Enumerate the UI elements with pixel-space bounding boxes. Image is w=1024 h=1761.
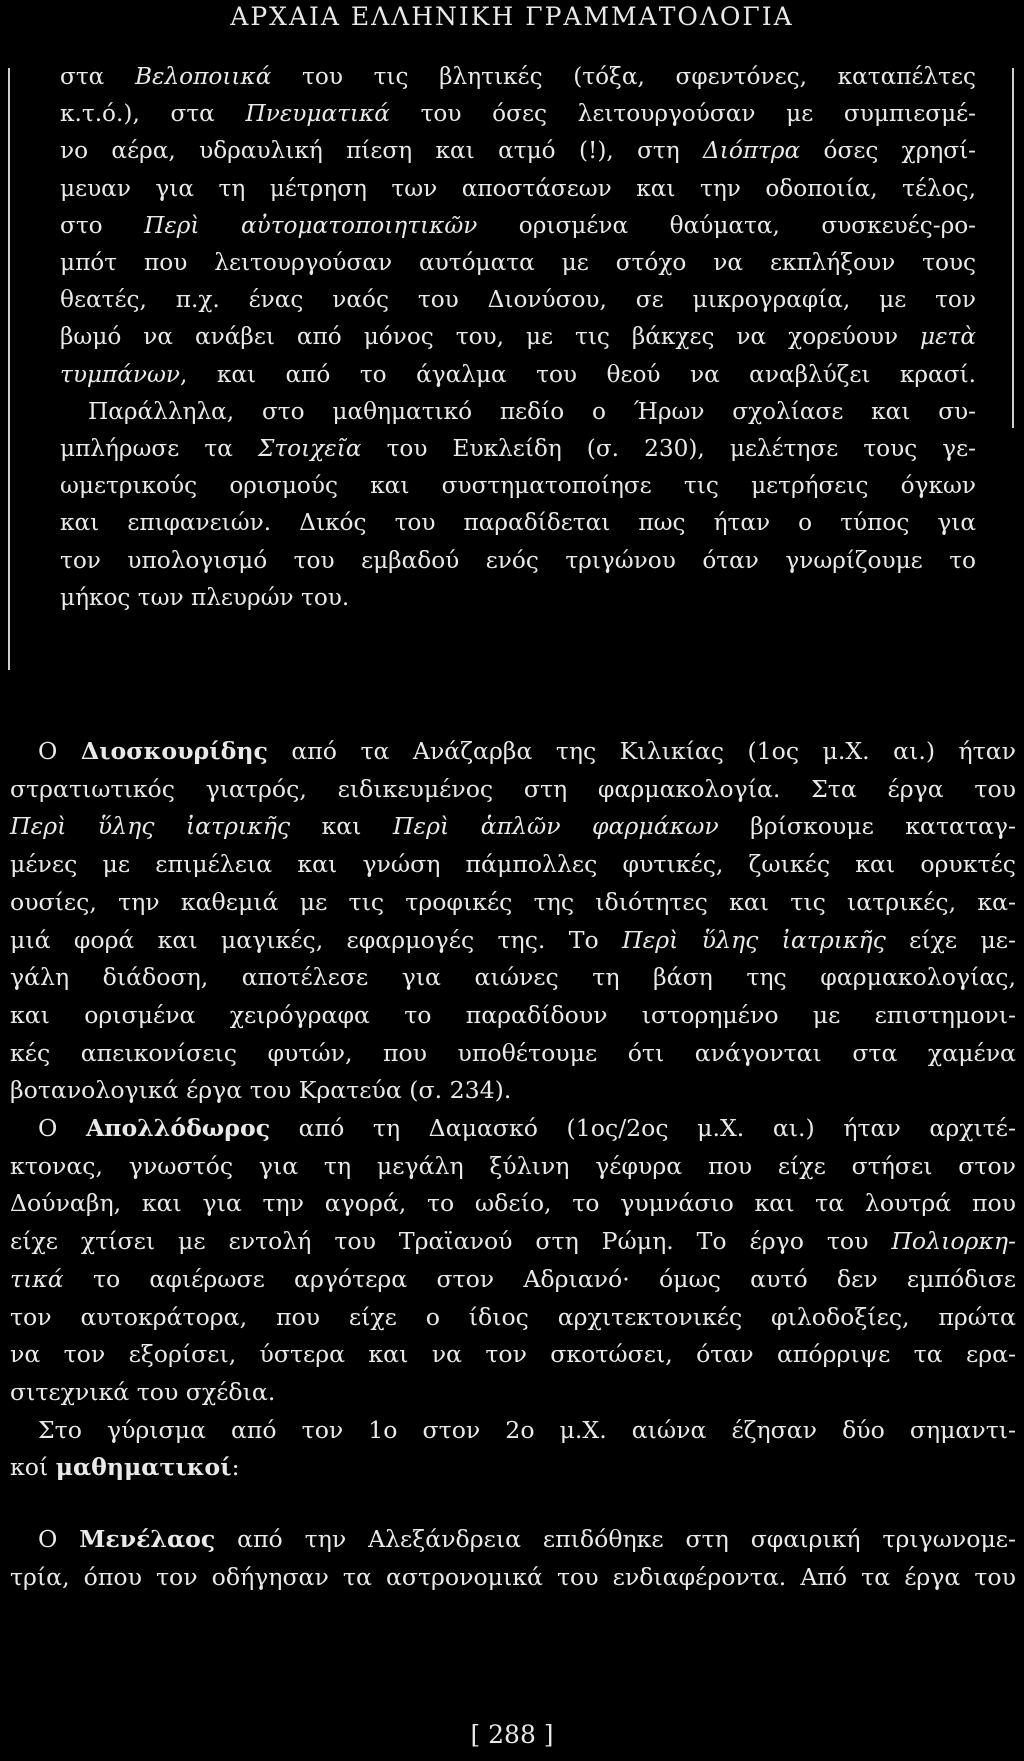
text-line: ουσίες, την καθεμιά με τις τροφικές της ιδιότητες και τις ιατρικές, κα- (10, 887, 1016, 916)
text-line: κτονας, γνωστός για τη μεγάλη ξύλινη γέφυρα που είχε στήσει στον (10, 1151, 1016, 1180)
text-line: τυμπάνων, και από το άγαλμα του θεού να αναβλύζει κρασί. (60, 360, 976, 388)
text-line: στρατιωτικός γιατρός, ειδικευμένος στη φαρμακολογία. Στα έργα του (10, 774, 1016, 803)
text-line: τικά το αφιέρωσε αργότερα στον Αδριανό· όμως αυτό δεν εμπόδισε (10, 1264, 1016, 1293)
text-line: και επιφανειών. Δικός του παραδίδεται πως ήταν ο τύπος για (60, 509, 976, 537)
text-line: μήκος των πλευρών του. (60, 583, 350, 611)
text-line: σιτεχνικά του σχέδια. (10, 1377, 276, 1406)
text-line: Δούναβη, και για την αγορά, το ωδείο, το γυμνάσιο και τα λουτρά που (10, 1189, 1016, 1218)
paragraph-spacer (10, 1487, 1016, 1521)
text-line: Ο Απολλόδωρος από τη Δαμασκό (1ος/2ος μ.Χ. αι.) ήταν αρχιτέ- (38, 1114, 1017, 1143)
text-line: είχε χτίσει με εντολή του Τραϊανού στη Ρώμη. Το έργο του Πολιορκη- (10, 1227, 1016, 1256)
text-line: κοί μαθηματικοί: (10, 1453, 240, 1482)
text-line: Ο Διοσκουρίδης από τα Ανάζαρβα της Κιλικίας (1ος μ.Χ. αι.) ήταν (38, 737, 1016, 765)
text-line: Στο γύρισμα από τον 1ο στον 2ο μ.Χ. αιώνα έζησαν δύο σημαντι- (38, 1415, 1016, 1444)
main-text (10, 733, 1016, 1596)
text-line: τον αυτοκράτορα, που είχε ο ίδιος αρχιτεκτονικές φιλοδοξίες, πρώτα (10, 1302, 1016, 1331)
text-line: κ.τ.ό.), στα Πνευματικά του όσες λειτουργούσαν με συμπιεσμέ- (60, 100, 976, 128)
text-line: Περὶ ὕλης ἰατρικῆς και Περὶ ἁπλῶν φαρμάκων βρίσκουμε καταταγ- (10, 812, 1016, 841)
text-line: βοτανολογικά έργα του Κρατεύα (σ. 234). (10, 1076, 512, 1105)
boxed-section (60, 58, 976, 616)
text-line: θεατές, π.χ. ένας ναός του Διονύσου, σε μικρογραφία, με τον (60, 286, 976, 314)
text-line: να τον εξορίσει, ύστερα και να τον σκοτώσει, όταν απόρριψε τα ερα- (10, 1340, 1016, 1369)
box-rule-right (1012, 68, 1014, 428)
text-line: ωμετρικούς ορισμούς και συστηματοποίησε τις μετρήσεις όγκων (60, 472, 976, 500)
text-line: Ο Μενέλαος από την Αλεξάνδρεια επιδόθηκε στη σφαιρική τριγωνομε- (38, 1525, 1016, 1554)
text-line: τον υπολογισμό του εμβαδού ενός τριγώνου όταν γνωρίζουμε το (60, 546, 976, 574)
text-line: νο αέρα, υδραυλική πίεση και ατμό (!), στη Διόπτρα όσες χρησί- (60, 137, 977, 165)
running-header: ΑΡΧΑΙΑ ΕΛΛΗΝΙΚΗ ΓΡΑΜΜΑΤΟΛΟΓΙΑ (230, 2, 794, 31)
box-rule-left (8, 68, 10, 670)
text-line: τρία, όπου τον οδήγησαν τα αστρονομικά του ενδιαφέροντα. Από τα έργα του (10, 1562, 1016, 1591)
text-line: μιά φορά και μαγικές, εφαρμογές της. Το Περὶ ὕλης ἰατρικῆς είχε με- (10, 925, 1016, 954)
text-line: μένες με επιμέλεια και γνώση πάμπολλες φυτικές, ζωικές και ορυκτές (10, 850, 1016, 879)
text-line: στα Βελοποιικά του τις βλητικές (τόξα, σφεντόνες, καταπέλτες (60, 63, 977, 90)
text-line: κές απεικονίσεις φυτών, που υποθέτουμε ότι ανάγονται στα χαμένα (10, 1038, 1016, 1067)
page-number: [ 288 ] (470, 1720, 554, 1749)
text-line: μπότ που λειτουργούσαν αυτόματα με στόχο να εκπλήξουν τους (60, 249, 976, 277)
text-line: γάλη διάδοση, αποτέλεσε για αιώνες τη βάση της φαρμακολογίας, (10, 963, 1016, 992)
text-line: μευαν για τη μέτρηση των αποστάσεων και την οδοποιία, τέλος, (60, 174, 976, 202)
text-line: βωμό να ανάβει από μόνος του, με τις βάκχες να χορεύουν μετὰ (60, 323, 976, 351)
text-line: στο Περὶ αὐτοματοποιητικῶν ορισμένα θαύματα, συσκευές-ρο- (60, 211, 976, 239)
text-line: μπλήρωσε τα Στοιχεῖα του Ευκλείδη (σ. 230), μελέτησε τους γε- (60, 435, 976, 463)
text-line: Παράλληλα, στο μαθηματικό πεδίο ο Ήρων σχολίασε και συ- (88, 397, 976, 425)
text-line: και ορισμένα χειρόγραφα το παραδίδουν ιστορημένο με επιστημονι- (10, 1000, 1016, 1029)
